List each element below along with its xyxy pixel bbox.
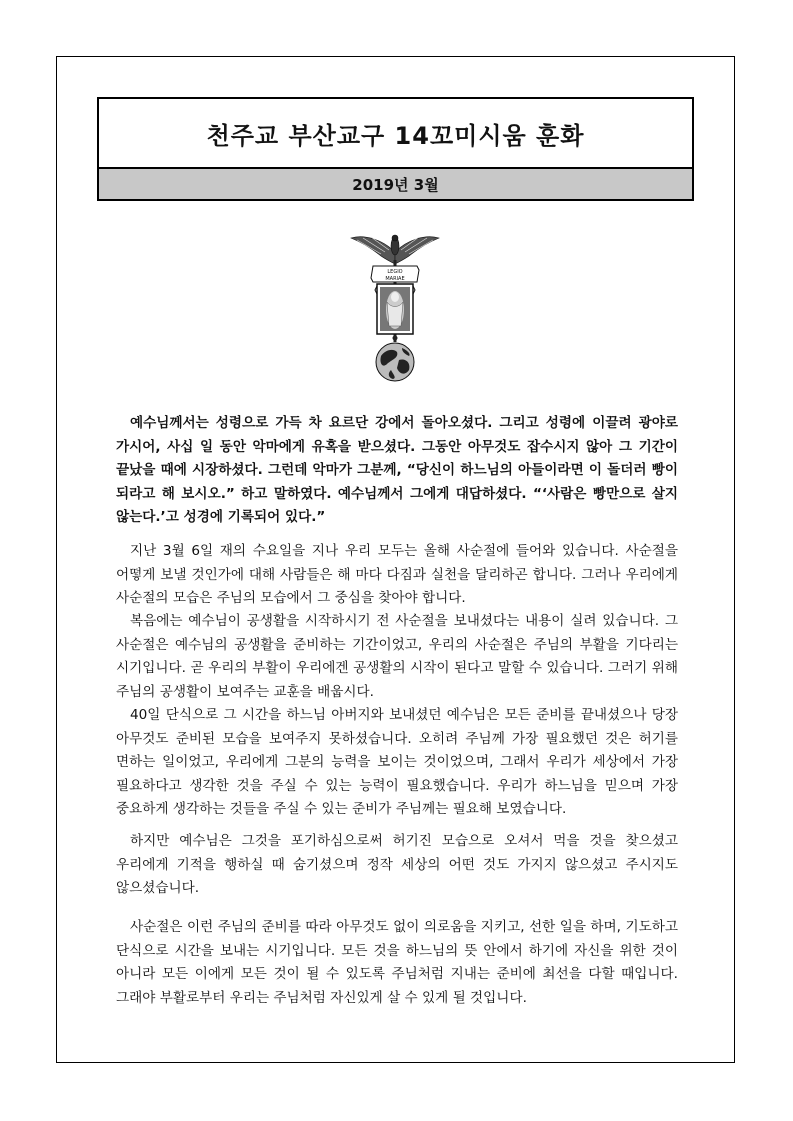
scroll-text-1: LEGIO [387,269,403,275]
title-box [97,97,694,201]
date-label: 2019년 3월 [352,175,439,194]
legio-mariae-vexillum-icon [347,232,443,384]
body-paragraph: 40일 단식으로 그 시간을 하느님 아버지와 보내셨던 예수님은 모든 준비를 끝내셨으나 당장 아무것도 준비된 모습을 보여주지 못하셨습니다. 오히려 주님께 가장 필요했던 것은 허기를 면하는 일이었고, 우리에게 그분의 능력을 보이는 것이었으며, 그래서 우리가 세상에서 가장 필요하다고 생각한 것을 주실 수 있는 능력이 필요했습니다. 우리가 하느님을 믿으며 가장 중요하게 생각하는 것들을 주실 수 있는 준비가 주님께는 필요해 보였습니다. [116,707,678,818]
globe-icon [376,343,414,381]
gospel-quote-paragraph: 예수님께서는 성령으로 가득 차 요르단 강에서 돌아오셨다. 그리고 성령에 이끌려 광야로 가시어, 사십 일 동안 악마에게 유혹을 받으셨다. 그동안 아무것도 잡수시지 않아 그 기간이 끝났을 때에 시장하셨다. 그런데 악마가 그분께, “당신이 하느님의 아들이라면 이 돌더러 빵이 되라고 해 보시오.” 하고 말하였다. 예수님께서 그에게 대답하셨다. “‘사람은 빵만으로 살지 않는다.’고 성경에 기록되어 있다.” [116,415,678,526]
body-paragraph: 지난 3월 6일 재의 수요일을 지나 우리 모두는 올해 사순절에 들어와 있습니다. 사순절을 어떻게 보낼 것인가에 대해 사람들은 해 마다 다짐과 실천을 달리하곤 합니다. 그러나 우리에게 사순절의 모습은 주님의 모습에서 그 중심을 찾아야 합니다. [116,543,678,607]
body-paragraph: 하지만 예수님은 그것을 포기하심으로써 허기진 모습으로 오셔서 먹을 것을 찾으셨고 우리에게 기적을 행하실 때 숨기셨으며 정작 세상의 어떤 것도 가지지 않으셨고 주시지도 않으셨습니다. [116,833,678,897]
body-paragraph: 사순절은 이런 주님의 준비를 따라 아무것도 없이 의로움을 지키고, 선한 일을 하며, 기도하고 단식으로 시간을 보내는 시기입니다. 모든 것을 하느님의 뜻 안에서 하기에 자신을 위한 것이 아니라 모든 이에게 모든 것이 될 수 있도록 주님처럼 지내는 준비에 최선을 다할 때입니다. 그래야 부활로부터 우리는 주님처럼 자신있게 살 수 있게 될 것입니다. [116,919,678,1006]
body-paragraph: 복음에는 예수님이 공생활을 시작하시기 전 사순절을 보내셨다는 내용이 실려 있습니다. 그 사순절은 예수님의 공생활을 준비하는 기간이었고, 우리의 사순절은 주님의 부활을 기다리는 시기입니다. 곧 우리의 부활이 우리에겐 공생활의 시작이 된다고 말할 수 있습니다. 그러기 위해 주님의 공생활이 보여주는 교훈을 배웁시다. [116,613,678,700]
mary-image-icon [375,284,415,334]
dove-icon [351,235,439,264]
title-row [99,99,692,169]
page-title: 천주교 부산교구 14꼬미시움 훈화 [206,121,585,150]
scroll-banner [371,266,419,282]
date-row [99,169,692,199]
scroll-text-2: MARIAE [385,276,405,282]
